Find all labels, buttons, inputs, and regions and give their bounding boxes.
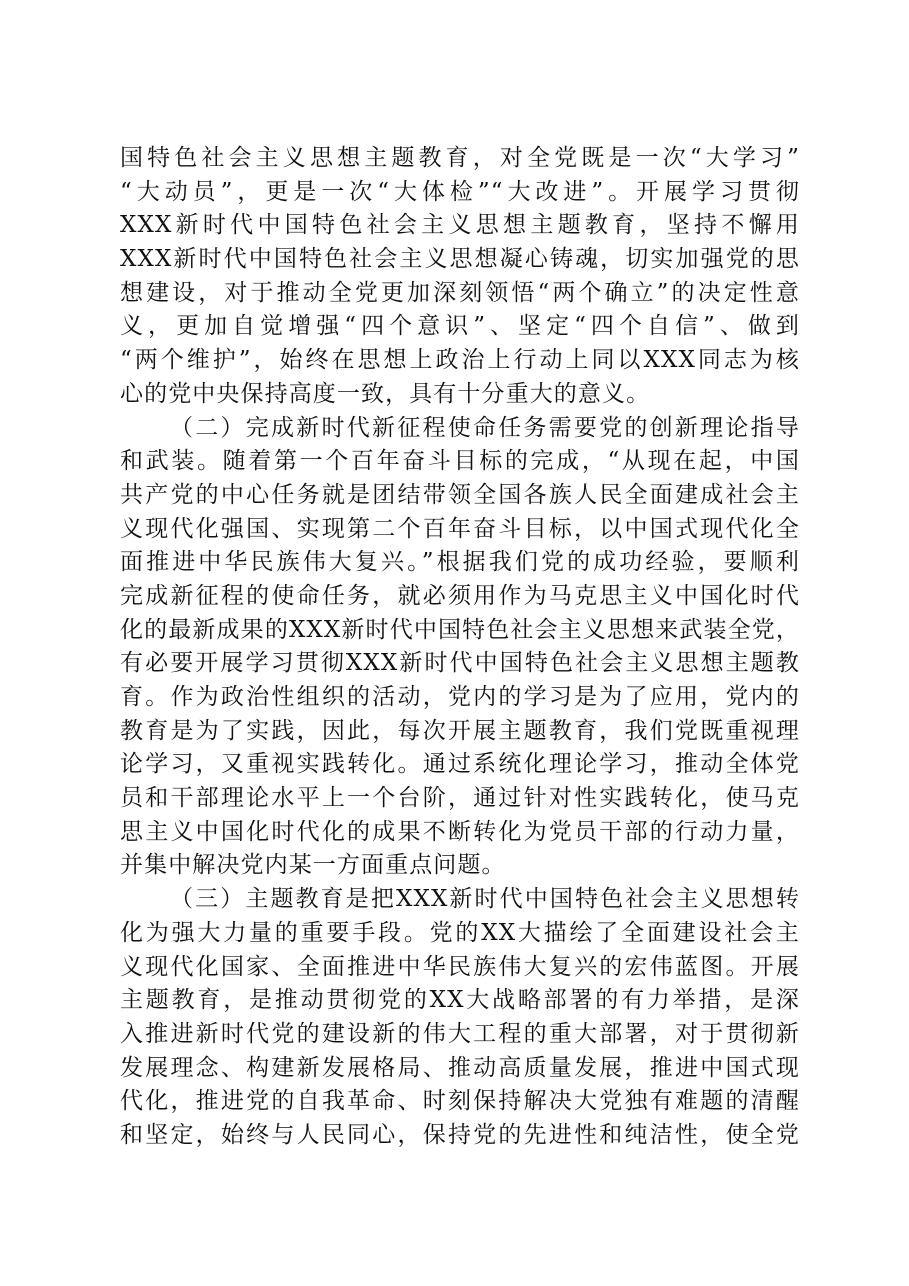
text-line: 员和干部理论水平上一个台阶，通过针对性实践转化，使马克 xyxy=(120,785,800,812)
text-line: 化为强大力量的重要手段。党的XX大描绘了全面建设社会主 xyxy=(120,919,800,946)
text-line: 国特色社会主义思想主题教育，对全党既是一次“大学习” xyxy=(120,145,800,171)
text-line: 义，更加自觉增强“四个意识”、坚定“四个自信”、做到 xyxy=(120,313,800,340)
text-line: 育。作为政治性组织的活动，党内的学习是为了应用，党内的 xyxy=(120,684,800,710)
text-line: 心的党中央保持高度一致，具有十分重大的意义。 xyxy=(120,380,651,407)
text-line: （二）完成新时代新征程使命任务需要党的创新理论指导 xyxy=(170,414,800,441)
text-line: 有必要开展学习贯彻XXX新时代中国特色社会主义思想主题教 xyxy=(120,650,800,677)
text-line: 义现代化强国、实现第二个百年奋斗目标，以中国式现代化全 xyxy=(120,515,800,542)
text-line: 论学习，又重视实践转化。通过系统化理论学习，推动全体党 xyxy=(120,751,800,778)
text-line: 化的最新成果的XXX新时代中国特色社会主义思想来武装全党， xyxy=(120,616,800,643)
text-line: 完成新征程的使命任务，就必须用作为马克思主义中国化时代 xyxy=(120,582,800,609)
text-line: 和坚定，始终与人民同心，保持党的先进性和纯洁性，使全党 xyxy=(120,1121,800,1148)
text-line: 想建设，对于推动全党更加深刻领悟“两个确立”的决定性意 xyxy=(120,279,800,306)
paragraph-section-three xyxy=(120,883,800,1153)
paragraph-continuation xyxy=(120,142,800,412)
text-line: 发展理念、构建新发展格局、推动高质量发展，推进中国式现 xyxy=(120,1054,800,1081)
document-body xyxy=(120,142,800,1153)
text-line: 义现代化国家、全面推进中华民族伟大复兴的宏伟蓝图。开展 xyxy=(120,953,800,980)
text-line: 共产党的中心任务就是团结带领全国各族人民全面建成社会主 xyxy=(120,481,800,508)
text-line: 并集中解决党内某一方面重点问题。 xyxy=(120,852,506,879)
text-line: XXX新时代中国特色社会主义思想主题教育，坚持不懈用 xyxy=(120,212,800,239)
text-line: 教育是为了实践，因此，每次开展主题教育，我们党既重视理 xyxy=(120,717,800,744)
text-line: XXX新时代中国特色社会主义思想凝心铸魂，切实加强党的思 xyxy=(120,246,800,273)
text-line: 和武装。随着第一个百年奋斗目标的完成，“从现在起，中国 xyxy=(120,448,800,475)
text-line: 代化，推进党的自我革命、时刻保持解决大党独有难题的清醒 xyxy=(120,1088,800,1115)
text-line: “大动员”，更是一次“大体检”“大改进”。开展学习贯彻 xyxy=(120,178,800,205)
text-line: 面推进中华民族伟大复兴。”根据我们党的成功经验，要顺利 xyxy=(120,549,800,576)
text-line: 思主义中国化时代化的成果不断转化为党员干部的行动力量， xyxy=(120,818,800,845)
paragraph-section-two xyxy=(120,412,800,884)
text-line: （三）主题教育是把XXX新时代中国特色社会主义思想转 xyxy=(170,886,800,913)
text-line: 入推进新时代党的建设新的伟大工程的重大部署，对于贯彻新 xyxy=(120,1020,800,1047)
text-line: 主题教育，是推动贯彻党的XX大战略部署的有力举措，是深 xyxy=(120,987,800,1014)
text-line: “两个维护”，始终在思想上政治上行动上同以XXX同志为核 xyxy=(120,347,800,374)
